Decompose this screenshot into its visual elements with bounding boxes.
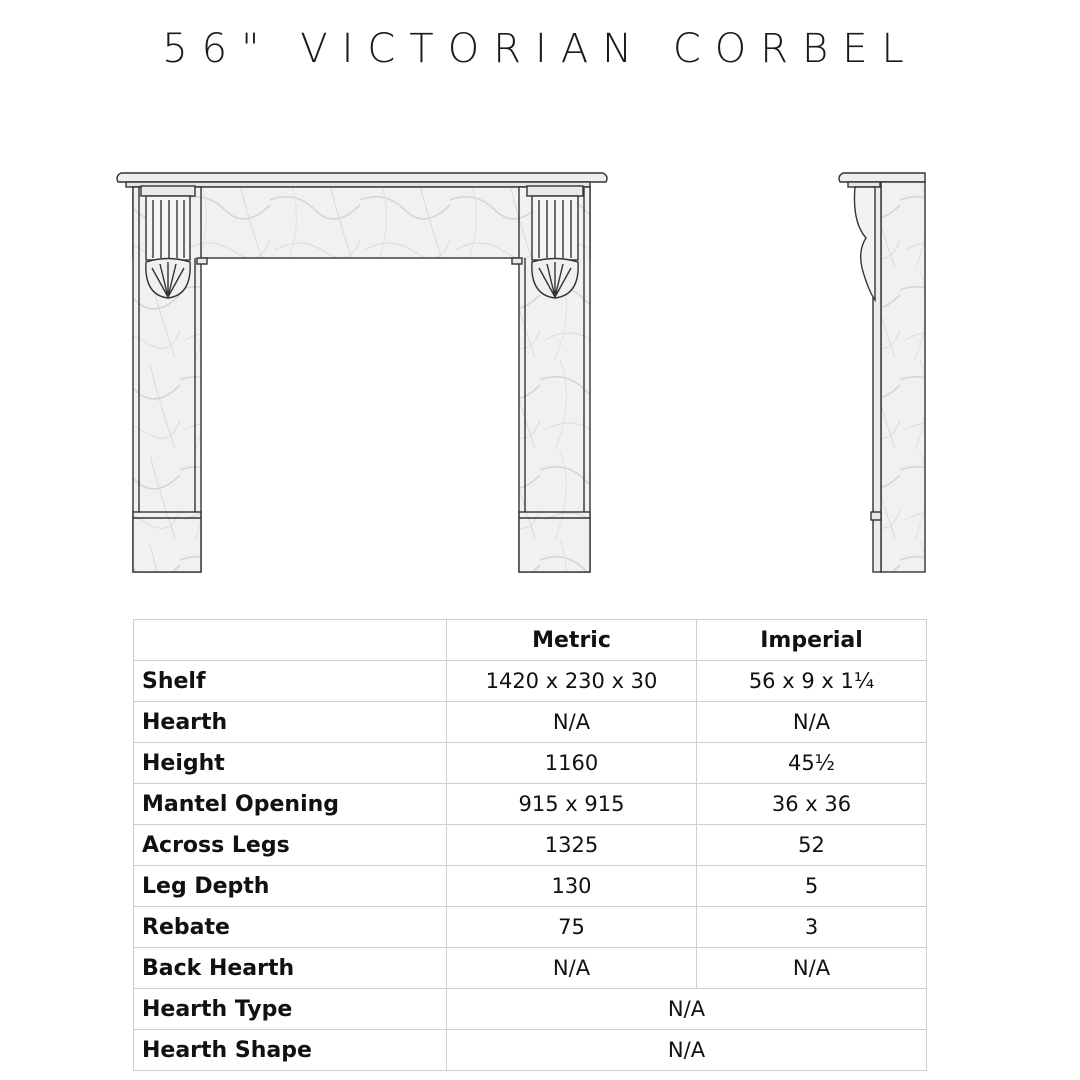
table-row-merged (134, 989, 927, 1030)
row-label: Mantel Opening (134, 784, 447, 825)
row-label: Across Legs (134, 825, 447, 866)
header-cell-empty (134, 620, 447, 661)
row-label: Shelf (134, 661, 447, 702)
front-elevation (117, 173, 607, 572)
right-corbel (527, 186, 583, 298)
table-row (134, 784, 927, 825)
header-cell-imperial: Imperial (697, 620, 927, 661)
imperial-value: 52 (697, 825, 927, 866)
table-row (134, 825, 927, 866)
metric-value: 915 x 915 (447, 784, 697, 825)
row-label: Hearth Shape (134, 1030, 447, 1071)
metric-value: 130 (447, 866, 697, 907)
imperial-value: 5 (697, 866, 927, 907)
imperial-value: 45½ (697, 743, 927, 784)
table-row (134, 907, 927, 948)
header-cell-metric: Metric (447, 620, 697, 661)
spec-table (133, 619, 927, 1071)
metric-value: 1325 (447, 825, 697, 866)
row-label: Back Hearth (134, 948, 447, 989)
table-row-merged (134, 1030, 927, 1071)
row-label: Leg Depth (134, 866, 447, 907)
metric-value: N/A (447, 948, 697, 989)
left-corbel (141, 186, 195, 298)
table-row (134, 743, 927, 784)
page-title: 56" VICTORIAN CORBEL (162, 26, 918, 72)
imperial-value: 3 (697, 907, 927, 948)
imperial-value: N/A (697, 702, 927, 743)
imperial-value: 36 x 36 (697, 784, 927, 825)
merged-value: N/A (447, 989, 927, 1030)
row-label: Hearth (134, 702, 447, 743)
row-label: Height (134, 743, 447, 784)
table-row (134, 948, 927, 989)
table-header-row (134, 620, 927, 661)
merged-value: N/A (447, 1030, 927, 1071)
side-elevation (839, 173, 925, 572)
imperial-value: N/A (697, 948, 927, 989)
row-label: Hearth Type (134, 989, 447, 1030)
imperial-value: 56 x 9 x 1¼ (697, 661, 927, 702)
row-label: Rebate (134, 907, 447, 948)
metric-value: 1420 x 230 x 30 (447, 661, 697, 702)
table-row (134, 866, 927, 907)
metric-value: 75 (447, 907, 697, 948)
table-row (134, 661, 927, 702)
metric-value: 1160 (447, 743, 697, 784)
table-row (134, 702, 927, 743)
metric-value: N/A (447, 702, 697, 743)
